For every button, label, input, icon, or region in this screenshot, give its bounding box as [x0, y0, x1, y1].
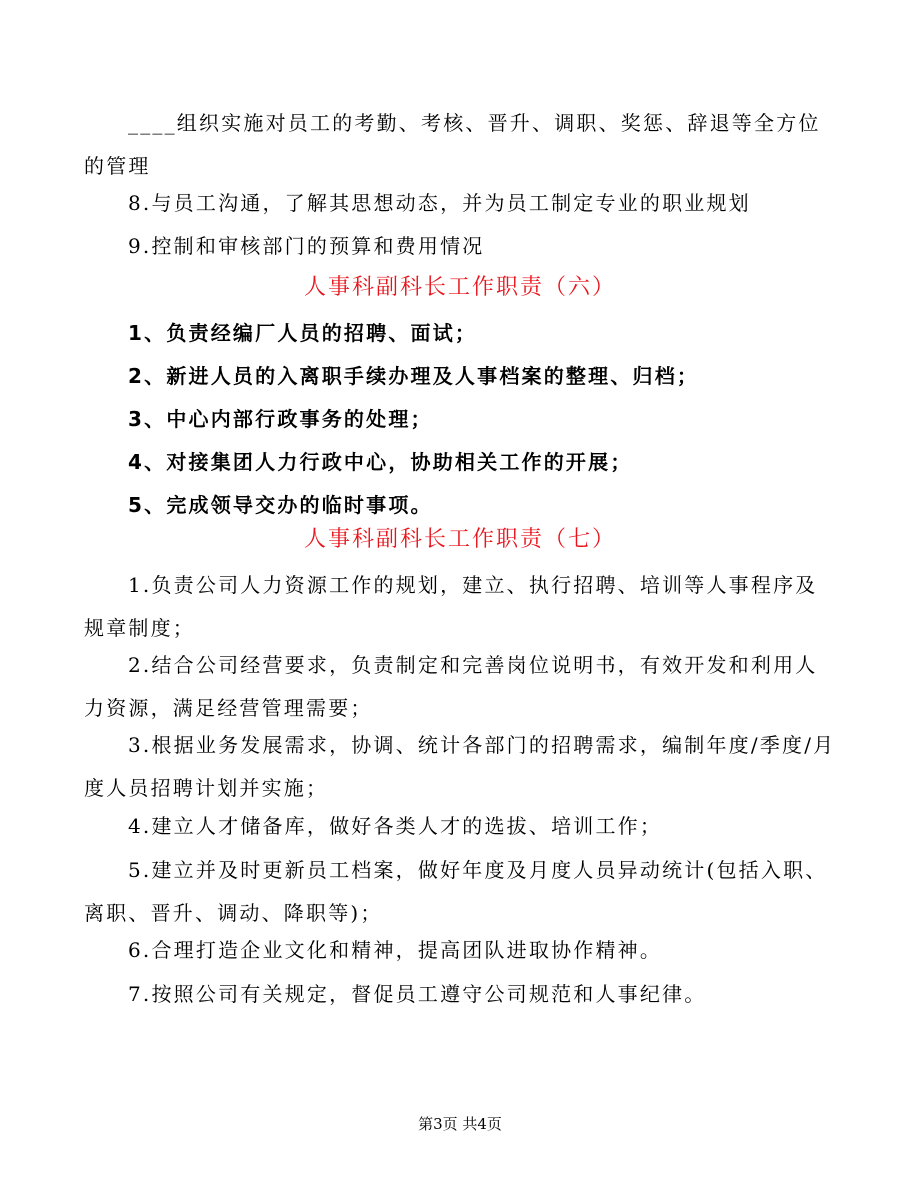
- section-seven-item-7: 7.按照公司有关规定，督促员工遵守公司规范和人事纪律。: [128, 982, 707, 1006]
- section-six-item-1: 1、负责经编厂人员的招聘、面试；: [128, 321, 478, 345]
- section-seven-item-1: 1.负责公司人力资源工作的规划，建立、执行招聘、培训等人事程序及规章制度；: [84, 573, 818, 640]
- section-seven-item-6: 6.合理打造企业文化和精神，提高团队进取协作精神。: [128, 938, 663, 962]
- section-seven-item-5: 5.建立并及时更新员工档案，做好年度及月度人员异动统计(包括入职、离职、晋升、调动、降职等)；: [84, 858, 828, 925]
- page-number-footer: 第3页 共4页: [418, 1115, 502, 1133]
- section-seven-item-2: 2.结合公司经营要求，负责制定和完善岗位说明书，有效开发和利用人力资源，满足经营管理需要；: [84, 653, 818, 720]
- duty-item-9: 9.控制和审核部门的预算和费用情况: [128, 234, 485, 258]
- section-six-item-4: 4、对接集团人力行政中心，协助相关工作的开展；: [128, 450, 633, 474]
- section-six-item-5: 5、完成领导交办的临时事项。: [128, 493, 433, 517]
- duty-item-7: ____组织实施对员工的考勤、考核、晋升、调职、奖惩、辞退等全方位的管理: [84, 111, 821, 178]
- section-seven-heading: 人事科副科长工作职责（七）: [303, 527, 616, 552]
- section-seven-item-3: 3.根据业务发展需求，协调、统计各部门的招聘需求，编制年度/季度/月度人员招聘计划并实施；: [84, 733, 836, 800]
- section-six-heading: 人事科副科长工作职责（六）: [303, 275, 616, 300]
- section-six-item-3: 3、中心内部行政事务的处理；: [128, 407, 433, 431]
- duty-item-8: 8.与员工沟通，了解其思想动态，并为员工制定专业的职业规划: [128, 191, 751, 215]
- section-seven-item-4: 4.建立人才储备库，做好各类人才的选拔、培训工作；: [128, 814, 663, 838]
- section-six-item-2: 2、新进人员的入离职手续办理及人事档案的整理、归档；: [128, 364, 700, 388]
